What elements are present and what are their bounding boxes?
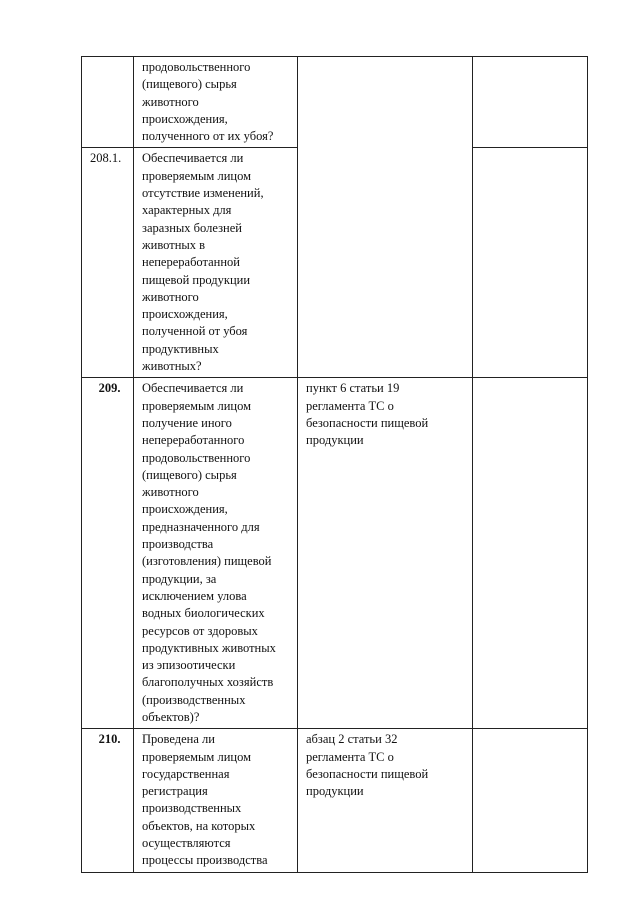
question-line: продукции, за: [142, 571, 217, 586]
question-line: пищевой продукции: [142, 272, 251, 287]
question-line: животных?: [142, 359, 202, 374]
question-line: непереработанной: [142, 255, 240, 270]
question-line: полученного от их убоя?: [142, 129, 274, 144]
question-cell: [134, 57, 298, 148]
answer-cell: [473, 148, 588, 378]
question-line: продуктивных: [142, 341, 219, 356]
question-line: осуществляются: [142, 836, 231, 851]
question-line: животного: [142, 485, 199, 500]
question-line: из эпизоотически: [142, 658, 236, 673]
table-row: [82, 378, 588, 729]
question-line: регистрация: [142, 784, 208, 799]
row-number: 209.: [82, 378, 134, 729]
question-line: продовольственного: [142, 450, 251, 465]
question-line: проверяемым лицом: [142, 168, 251, 183]
question-line: животных в: [142, 237, 206, 252]
question-line: заразных болезней: [142, 220, 242, 235]
question-line: производственных: [142, 801, 242, 816]
reference-line: продукции: [306, 784, 364, 799]
checklist-table: [81, 56, 588, 873]
reference-cell: [298, 378, 473, 729]
reference-line: продукции: [306, 433, 364, 448]
question-line: (пищевого) сырья: [142, 77, 237, 92]
question-line: производства: [142, 537, 214, 552]
question-line: происхождения,: [142, 502, 228, 517]
row-number: [82, 57, 134, 148]
question-line: ресурсов от здоровых: [142, 623, 258, 638]
question-line: отсутствие изменений,: [142, 186, 264, 201]
question-line: животного: [142, 289, 199, 304]
question-line: Проведена ли: [142, 732, 215, 747]
reference-line: пункт 6 статьи 19: [306, 381, 400, 396]
answer-cell: [473, 729, 588, 872]
question-line: животного: [142, 94, 199, 109]
question-line: (изготовления) пищевой: [142, 554, 272, 569]
question-line: объектов, на которых: [142, 818, 256, 833]
row-number: 208.1.: [82, 148, 134, 378]
reference-line: абзац 2 статьи 32: [306, 732, 398, 747]
answer-cell: [473, 378, 588, 729]
question-line: получение иного: [142, 415, 232, 430]
question-line: (производственных: [142, 692, 246, 707]
question-line: исключением улова: [142, 588, 247, 603]
table-row: [82, 729, 588, 872]
row-number: 210.: [82, 729, 134, 872]
question-cell: [134, 378, 298, 729]
question-line: государственная: [142, 766, 230, 781]
question-line: Обеспечивается ли: [142, 151, 244, 166]
reference-line: регламента ТС о: [306, 749, 394, 764]
question-line: продовольственного: [142, 60, 251, 74]
question-line: непереработанного: [142, 433, 245, 448]
reference-cell: [298, 57, 473, 378]
question-line: объектов)?: [142, 709, 200, 724]
question-cell: [134, 729, 298, 872]
question-line: происхождения,: [142, 307, 228, 322]
question-line: процессы производства: [142, 853, 268, 868]
reference-line: безопасности пищевой: [306, 766, 429, 781]
question-cell: [134, 148, 298, 378]
question-line: продуктивных животных: [142, 640, 276, 655]
question-line: проверяемым лицом: [142, 749, 251, 764]
question-line: характерных для: [142, 203, 232, 218]
question-line: полученной от убоя: [142, 324, 248, 339]
question-line: (пищевого) сырья: [142, 467, 237, 482]
question-line: происхождения,: [142, 111, 228, 126]
question-line: проверяемым лицом: [142, 398, 251, 413]
answer-cell: [473, 57, 588, 148]
question-line: предназначенного для: [142, 519, 260, 534]
table-row: [82, 57, 588, 148]
reference-line: регламента ТС о: [306, 398, 394, 413]
reference-cell: [298, 729, 473, 872]
reference-line: безопасности пищевой: [306, 415, 429, 430]
question-line: Обеспечивается ли: [142, 381, 244, 396]
question-line: водных биологических: [142, 606, 265, 621]
question-line: благополучных хозяйств: [142, 675, 274, 690]
